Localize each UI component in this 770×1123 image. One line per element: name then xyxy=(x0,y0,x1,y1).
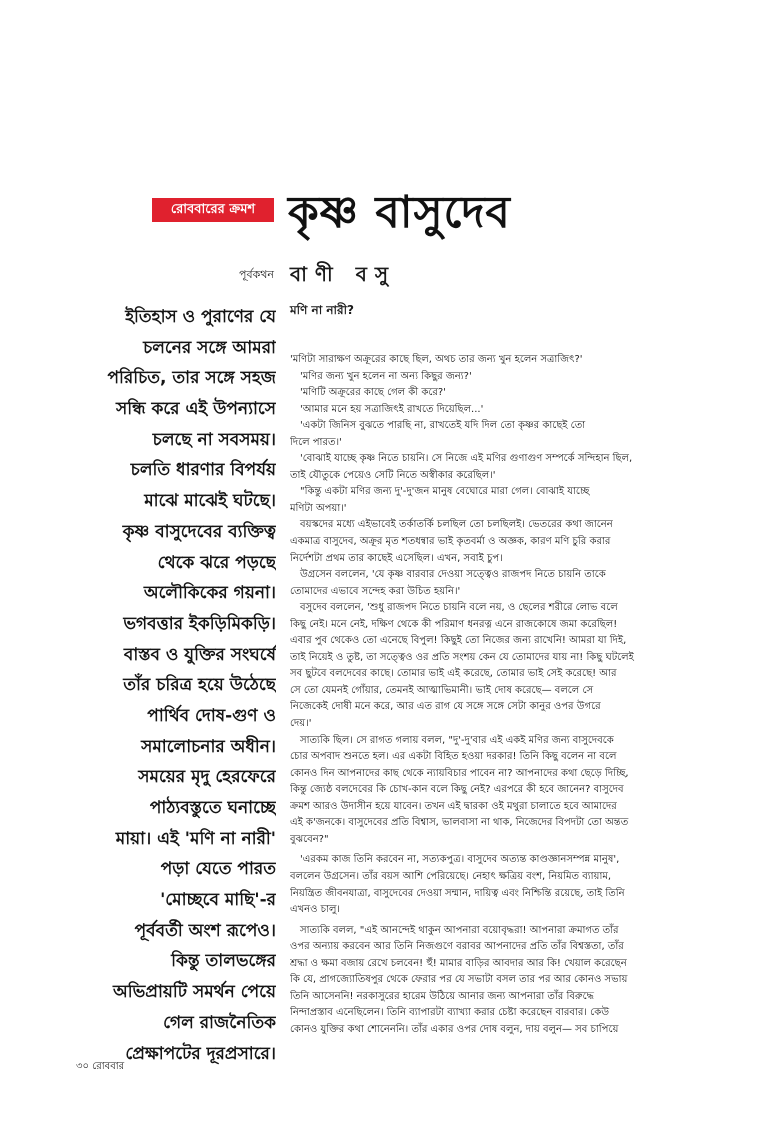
body-text-line: কোনও যুক্তির কথা শোনেননি। তাঁর একার ওপর দোষ বলুন, দায় বলুন— সব চাপিয়ে xyxy=(290,1023,619,1035)
body-text-line: একমাত্র বাসুদেব, অক্রূর মৃত শতধন্বার ভাই কৃতবর্মা ও অজ্ঞক, কারণ মণি চুরি করার xyxy=(290,536,611,548)
pull-quote-line: চলনের সঙ্গে আমরা xyxy=(143,337,276,358)
pull-quote-line: পড়া যেতে পারত xyxy=(160,859,276,880)
body-text-line: 'আমার মনে হয় সত্রাজিৎই রাখতে দিয়েছিল...' xyxy=(300,403,484,415)
body-text-line: ওপর অন্যায় করবেন আর তিনি নিজগুণে বরাবর আপনাদের প্রতি তাঁর বিশ্বস্ততা, তাঁর xyxy=(290,941,624,953)
pull-quote-line: অলৌকিকের গয়না। xyxy=(143,583,276,604)
pull-quote-line: সময়ের মৃদু হেরফেরে xyxy=(138,767,276,788)
body-text-line: চোর অপবাদ শুনতে হল। এর একটা বিহিত হওয়া দরকার! তিনি কিছু বলেন না বলে xyxy=(290,751,617,763)
pull-quote-line: ভগবত্তার ইকড়িমিকড়ি। xyxy=(123,613,276,634)
body-text-line: সব ছুটবে বলদেবের কাছে। তোমার ভাই এই করেছে, তোমার ভাই সেই করেছে! আর xyxy=(290,668,617,680)
article-body xyxy=(290,352,720,1038)
pull-quote-line: থেকে ঝরে পড়ছে xyxy=(157,552,276,573)
body-text-line: কিছু নেই। মনে নেই, দক্ষিণ থেকে কী পরিমাণ ধনরত্ন এনে রাজকোষে জমা করেছিল! xyxy=(290,618,618,630)
section-heading: মণি না নারী? xyxy=(290,303,354,317)
body-text-line: তাই নিয়েই ও তুষ্ট, তা সত্ত্বেও ওর প্রতি সংশয় কেন যে তোমাদের যায় না! কিছু ঘটলেই xyxy=(290,651,634,663)
pull-quote-line: চলছে না সবসময়। xyxy=(152,429,276,450)
page-title: কৃষ্ণ বাসুদেব xyxy=(288,187,511,238)
pull-quote-line: 'মোচ্ছবে মাছি'-র xyxy=(160,890,276,911)
body-text-line: সে তো যেমনই গোঁয়ার, তেমনই আত্মাভিমানী। ভাই দোষ করেছে— বললে সে xyxy=(290,684,594,696)
body-text-line: বয়স্কদের মধ্যে এইভাবেই তর্কাতর্কি চলছিল তো চলছিলই। ভেতরের কথা জানেন xyxy=(300,519,613,531)
body-text-line: 'মণিটি অক্রূরের কাছে গেল কী করে?' xyxy=(300,387,446,399)
pull-quote-line: পূর্ববর্তী অংশ রূপেও। xyxy=(134,920,276,941)
body-text-line: এখনও চালু। xyxy=(290,904,341,916)
previous-installment-label: পূর্বকথন xyxy=(239,268,274,281)
body-text-line: "কিন্তু একটা মণির জন্য দু'-দু'জন মানুষ বেঘোরে মারা গেল। বোঝাই যাচ্ছে xyxy=(300,486,590,498)
body-text-line: বললেন উগ্রসেন। তাঁর বয়স আশি পেরিয়েছে। নেহাৎ ক্ষত্রিয় বংশ, নিয়মিত ব্যায়াম, xyxy=(290,870,612,882)
pull-quote-line: গেল রাজনৈতিক xyxy=(163,1012,276,1033)
pull-quote-line: তাঁর চরিত্র হয়ে উঠেছে xyxy=(123,675,276,696)
series-tag: রোববারের ক্রমশ xyxy=(152,198,274,222)
body-text-line: এই ক'জনকে। বাসুদেবের প্রতি বিশ্বাস, ভালবাসা না থাক, নিজেদের বিপদটা তো অন্তত xyxy=(290,817,629,829)
body-text-line: তিনি আসেননি! নরকাসুরের হারেম উঠিয়ে আনার জন্য আপনারা তাঁর বিরুদ্ধে xyxy=(290,990,594,1002)
body-text-line: দিলে পারত।' xyxy=(290,436,342,448)
body-text-line: নিন্দাপ্রস্তাব এনেছিলেন। তিনি ব্যাপারটা ব্যাখ্যা করার চেষ্টা করেছেন বারবার। কেউ xyxy=(290,1007,609,1019)
pull-quote-line: পার্থিব দোষ-গুণ ও xyxy=(147,705,276,726)
pull-quote-line: কিন্তু তালভঙ্গের xyxy=(171,951,276,972)
body-text-line: তাই যৌতুকে পেয়েও সেটি নিতে অস্বীকার করেছিল।' xyxy=(290,469,496,481)
author-name: বাণী বসু xyxy=(290,262,397,286)
pull-quote-line: পাঠ্যবস্তুতে ঘনাচ্ছে xyxy=(149,798,276,818)
body-text-line: শ্রদ্ধা ও ক্ষমা বজায় রেখে চলবেন! হুঁ! মামার বাড়ির আবদার আর কি! খেয়াল করেছেন xyxy=(290,957,627,969)
body-text-line: উগ্রসেন বললেন, 'যে কৃষ্ণ বারবার দেওয়া সত্ত্বেও রাজপদ নিতে চায়নি তাকে xyxy=(300,569,606,581)
pull-quote-line: সমালোচনার অধীন। xyxy=(141,736,276,757)
body-text-line: ক্রমশ আরও উদাসীন হয়ে যাবেন। তখন এই দ্বারকা ওই মথুরা চালাতে হবে আমাদের xyxy=(290,800,617,812)
pull-quote-line: মায়া। এই 'মণি না নারী' xyxy=(115,828,276,849)
body-text-line: 'মণিটা সারাক্ষণ অক্রূরের কাছে ছিল, অথচ তার জন্য খুন হলেন সত্রাজিৎ?' xyxy=(290,354,583,365)
body-text-line: মণিটা অপয়া।' xyxy=(290,502,347,514)
pull-quote-line: কৃষ্ণ বাসুদেবের ব্যক্তিত্ব xyxy=(122,521,276,542)
pull-quote-line: সন্ধি করে এই উপন্যাসে xyxy=(115,399,276,420)
pull-quote-line: প্রেক্ষাপটের দূরপ্রসারে। xyxy=(125,1043,276,1064)
body-text-line: নিয়ন্ত্রিত জীবনযাত্রা, বাসুদেবের দেওয়া সম্মান, দায়িত্ব এবং নিশ্চিন্তি রয়েছে, তাই তিনি xyxy=(290,887,625,899)
body-text-line: কিন্তু জ্যেষ্ঠ বলদেবের কি চোখ-কান বলে কিছু নেই? এরপরে কী হবে জানেন? বাসুদেব xyxy=(290,784,624,796)
pull-quote-line: চলতি ধারণার বিপর্যয় xyxy=(130,460,276,481)
body-text-line: 'একটা জিনিস বুঝতে পারছি না, রাখতেই যদি দিল তো কৃষ্ণর কাছেই তো xyxy=(300,420,586,432)
pull-quote-line: অভিপ্রায়টি সমর্থন পেয়ে xyxy=(113,982,276,1003)
pull-quote-line: মাঝে মাঝেই ঘটছে। xyxy=(144,491,276,512)
body-text-line: 'এরকম কাজ তিনি করবেন না, সত্যকপুত্র। বাসুদেব অত্যন্ত কাণ্ডজ্ঞানসম্পন্ন মানুষ', xyxy=(300,854,620,866)
body-text-line: কোনও দিন আপনাদের কাছ থেকে ন্যায়বিচার পাবেন না? আপনাদের কথা ছেড়ে দিচ্ছি, xyxy=(290,767,629,779)
body-text-line: নির্দেশটা প্রথম তার কাছেই এসেছিল। এখন, সবাই চুপ। xyxy=(290,552,503,564)
pull-quote xyxy=(72,302,276,1069)
pull-quote-line: ইতিহাস ও পুরাণের যে xyxy=(125,307,276,327)
body-text-line: 'বোঝাই যাচ্ছে কৃষ্ণ নিতে চায়নি। সে নিজে এই মণির গুণাগুণ সম্পর্কে সন্দিহান ছিল, xyxy=(300,453,633,465)
body-text-line: কি যে, প্রাগজ্যোতিষপুর থেকে ফেরার পর যে সভাটা বসল তার পর আর কোনও সভায় xyxy=(290,974,628,986)
body-text-line: বুঝবেন?" xyxy=(290,833,329,845)
body-text-line: এবার পুব থেকেও তো এনেছে বিপুল! কিছুই তো নিজের জন্য রাখেনি! আমরা যা দিই, xyxy=(290,635,627,647)
body-text-line: 'মণির জন্য খুন হলেন না অন্য কিছুর জন্য?' xyxy=(300,370,472,382)
body-text-line: বসুদেব বললেন, 'শুধু রাজপদ নিতে চায়নি বলে নয়, ও ছেলের শরীরে লোভ বলে xyxy=(300,602,618,614)
body-text-line: নিজেকেই দোষী মনে করে, আর এত রাগ যে সঙ্গে সঙ্গে সেটা কানুর ওপর উগরে xyxy=(290,701,601,713)
body-text-line: তোমাদের এভাবে সন্দেহ করা উচিত হয়নি।' xyxy=(290,585,461,597)
body-text-line: দেয়।' xyxy=(290,718,312,730)
body-text-line: সাত্যকি ছিল। সে রাগত গলায় বলল, "দু'-দু'বার এই একই মণির জন্য বাসুদেবকে xyxy=(300,734,614,746)
pull-quote-line: পরিচিত, তার সঙ্গে সহজ xyxy=(107,368,276,389)
page-folio: ৩০ রোববার xyxy=(76,1061,125,1072)
body-text-line: সাত্যকি বলল, "এই আনন্দেই থাকুন আপনারা বয়োবৃদ্ধরা! আপনারা ক্রমাগত তাঁর xyxy=(300,924,619,936)
pull-quote-line: বাস্তব ও যুক্তির সংঘর্ষে xyxy=(123,644,276,665)
